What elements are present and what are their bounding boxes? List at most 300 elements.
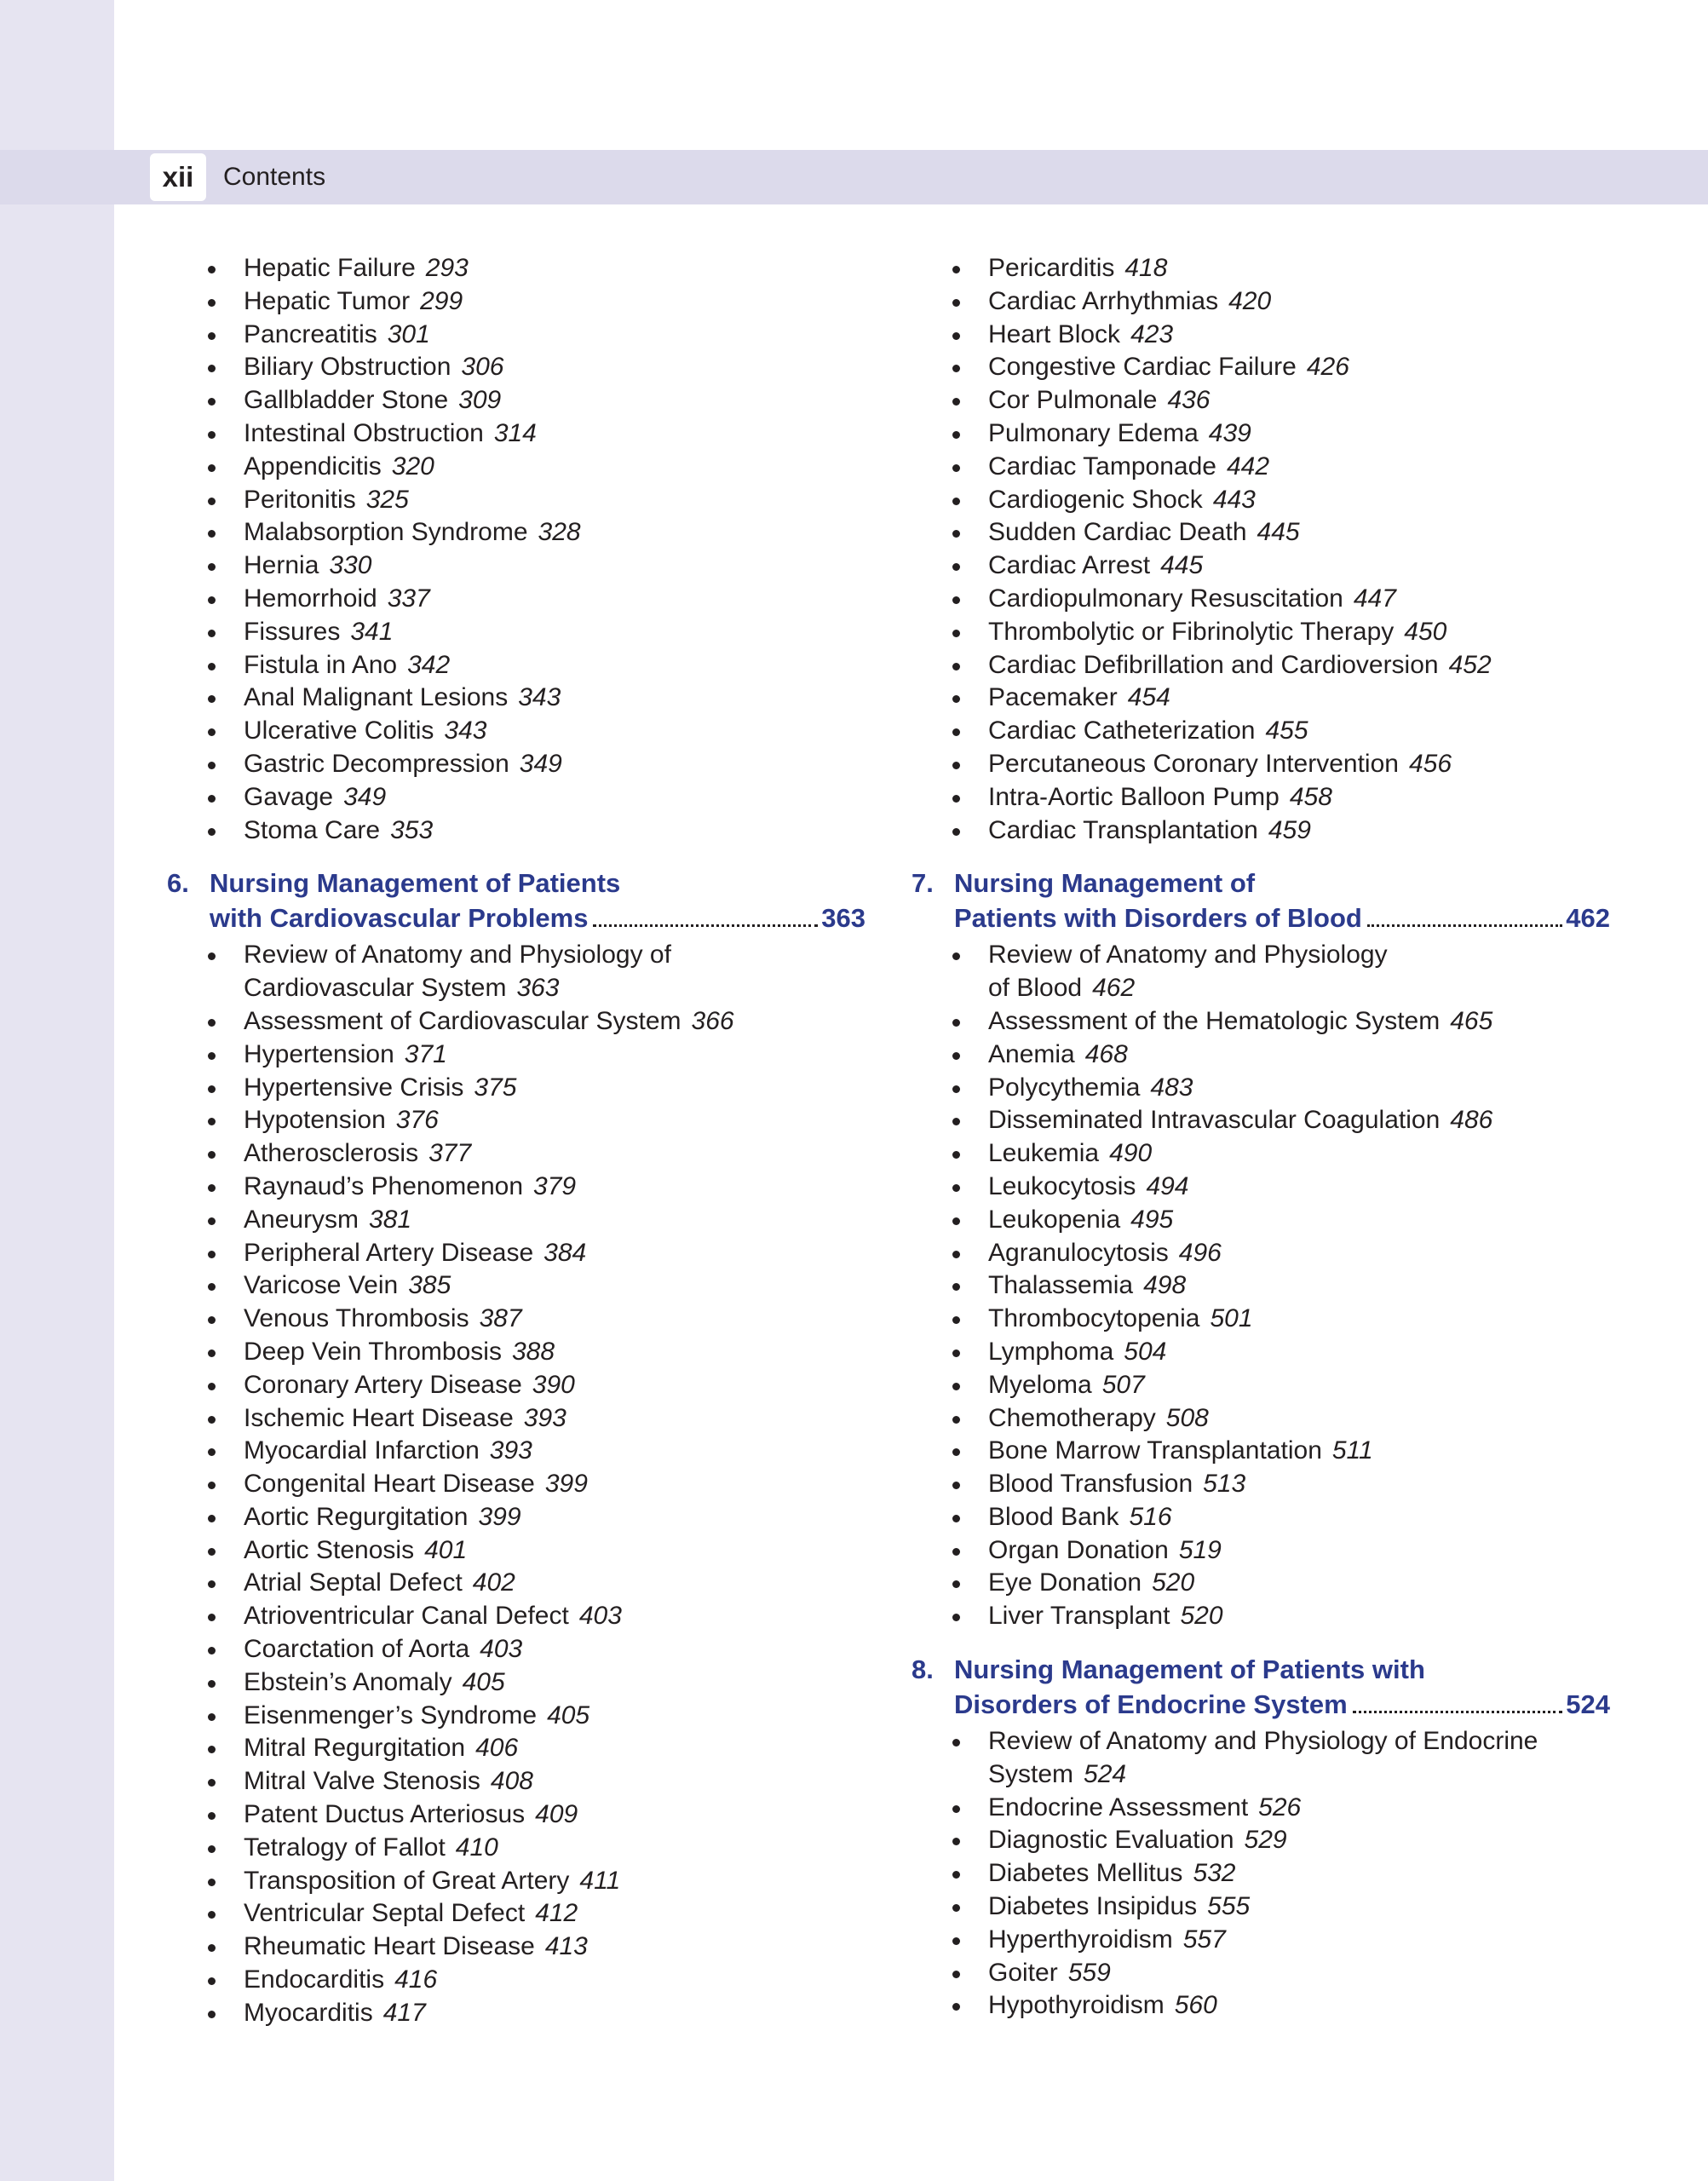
entry-page-number: 445: [1257, 518, 1300, 547]
entry-title: Bone Marrow Transplantation: [988, 1436, 1322, 1465]
toc-entry[interactable]: [167, 1897, 866, 1931]
toc-entry[interactable]: [167, 1171, 866, 1204]
toc-entry[interactable]: [912, 550, 1610, 583]
entry-page-number: 299: [420, 286, 463, 315]
entry-title: Organ Donation: [988, 1535, 1169, 1564]
entry-title: Pancreatitis: [244, 319, 377, 348]
chapter-6-heading[interactable]: [167, 866, 866, 935]
entry-title: Review of Anatomy and Physiology of: [244, 941, 671, 970]
entry-title: Appendicitis: [244, 452, 382, 481]
entry-page-number: 399: [544, 1470, 588, 1499]
toc-entry[interactable]: [912, 616, 1610, 649]
toc-entry[interactable]: [912, 1534, 1610, 1568]
toc-entry[interactable]: [167, 1798, 866, 1832]
chapter-title-line1: Nursing Management of Patients with: [954, 1654, 1425, 1685]
entry-title: Mitral Valve Stenosis: [244, 1767, 480, 1796]
toc-entry[interactable]: [167, 1567, 866, 1600]
entry-title: Cardiac Arrest: [988, 551, 1151, 580]
entry-title: Anal Malignant Lesions: [244, 683, 509, 712]
entry-title: Gallbladder Stone: [244, 386, 449, 415]
entry-title: Raynaud’s Phenomenon: [244, 1171, 524, 1200]
entry-title: Congestive Cardiac Failure: [988, 353, 1297, 382]
entry-page-number: 420: [1228, 286, 1272, 315]
entry-page-number: 526: [1258, 1793, 1302, 1821]
entry-page-number: 309: [458, 386, 502, 415]
entry-title: Patent Ductus Arteriosus: [244, 1800, 526, 1829]
toc-entry[interactable]: [167, 1269, 866, 1303]
entry-title: Hemorrhoid: [244, 584, 377, 613]
entry-page-number: 520: [1180, 1602, 1223, 1631]
entry-page-number: 504: [1124, 1337, 1167, 1366]
toc-entry[interactable]: [167, 1600, 866, 1633]
chapter-number: 8.: [912, 1654, 934, 1685]
entry-page-number: 412: [535, 1899, 578, 1928]
entry-page-number: 462: [1092, 974, 1136, 1003]
toc-entry[interactable]: [912, 1890, 1610, 1924]
chapter-8-heading[interactable]: [912, 1652, 1610, 1722]
entry-title: Thrombocytopenia: [988, 1304, 1200, 1333]
toc-entry[interactable]: [912, 516, 1610, 550]
toc-entry[interactable]: [167, 1700, 866, 1733]
toc-entry[interactable]: [167, 649, 866, 682]
entry-page-number: 516: [1129, 1502, 1172, 1531]
chapter-title-line1: Nursing Management of Patients: [210, 868, 621, 899]
entry-page-number: 456: [1408, 749, 1452, 778]
entry-title: Ventricular Septal Defect: [244, 1899, 526, 1928]
entry-page-number: 455: [1265, 716, 1308, 745]
entry-title: Ischemic Heart Disease: [244, 1403, 514, 1432]
entry-page-number: 494: [1146, 1171, 1189, 1200]
entry-title: Blood Bank: [988, 1502, 1119, 1531]
entry-title: Leukocytosis: [988, 1171, 1136, 1200]
entry-title: Stoma Care: [244, 815, 381, 844]
toc-entry[interactable]: [167, 252, 866, 285]
toc-entry[interactable]: [167, 1931, 866, 1964]
entry-page-number: 498: [1143, 1271, 1187, 1300]
toc-entry[interactable]: [167, 939, 866, 1005]
entry-page-number: 401: [424, 1535, 468, 1564]
entry-title: Pericarditis: [988, 254, 1115, 282]
entry-title: Cardiac Catheterization: [988, 716, 1256, 745]
entry-page-number: 490: [1109, 1139, 1153, 1168]
entry-page-number: 507: [1101, 1370, 1145, 1399]
entry-page-number: 376: [395, 1106, 439, 1135]
entry-page-number: 328: [538, 518, 581, 547]
entry-title: Intestinal Obstruction: [244, 418, 484, 447]
entry-title: Hypertensive Crisis: [244, 1073, 464, 1102]
toc-entry[interactable]: [167, 484, 866, 517]
entry-page-number: 342: [407, 650, 451, 679]
toc-entry[interactable]: [912, 1792, 1610, 1825]
toc-entry[interactable]: [167, 1832, 866, 1865]
toc-entry[interactable]: [167, 1072, 866, 1105]
entry-title: Hepatic Failure: [244, 254, 416, 282]
entry-title: Fistula in Ano: [244, 650, 398, 679]
right-column: [912, 252, 1610, 2023]
entry-title: Coarctation of Aorta: [244, 1635, 470, 1664]
entry-page-number: 436: [1167, 386, 1211, 415]
entry-title: Atrial Septal Defect: [244, 1568, 463, 1597]
entry-title: Thrombolytic or Fibrinolytic Therapy: [988, 617, 1395, 646]
entry-title: Thalassemia: [988, 1271, 1134, 1300]
entry-page-number: 377: [428, 1139, 472, 1168]
toc-entry[interactable]: [167, 1005, 866, 1039]
toc-entry[interactable]: [167, 1468, 866, 1501]
toc-entry[interactable]: [167, 715, 866, 748]
side-margin-strip: [0, 0, 114, 2181]
toc-entry[interactable]: [167, 748, 866, 781]
toc-entry[interactable]: [167, 1501, 866, 1534]
toc-entry[interactable]: [912, 1402, 1610, 1436]
entry-title: Aortic Stenosis: [244, 1535, 415, 1564]
entry-title: Hypothyroidism: [988, 1991, 1165, 2020]
toc-entry[interactable]: [912, 1824, 1610, 1857]
entry-page-number: 465: [1450, 1006, 1493, 1035]
entry-page-number: 532: [1193, 1859, 1236, 1888]
entry-title: Cardiac Transplantation: [988, 815, 1258, 844]
toc-entry[interactable]: [912, 1435, 1610, 1468]
page-number: xii: [150, 153, 206, 201]
entry-title: Hernia: [244, 551, 319, 580]
toc-entry[interactable]: [167, 1964, 866, 1997]
toc-entry[interactable]: [167, 1369, 866, 1402]
entry-title: Chemotherapy: [988, 1403, 1156, 1432]
toc-entry[interactable]: [167, 682, 866, 715]
entry-title: Biliary Obstruction: [244, 353, 451, 382]
chapter-title-line2: with Cardiovascular Problems: [210, 903, 589, 934]
toc-entry[interactable]: [912, 1171, 1610, 1204]
entry-page-number: 330: [329, 551, 372, 580]
toc-entry[interactable]: [912, 1369, 1610, 1402]
entry-title: Hyperthyroidism: [988, 1925, 1173, 1954]
entry-title: Cor Pulmonale: [988, 386, 1158, 415]
chapter-8-list: [912, 1725, 1610, 2023]
entry-title: Gastric Decompression: [244, 749, 509, 778]
entry-page-number: 513: [1203, 1470, 1246, 1499]
entry-page-number: 413: [544, 1932, 588, 1961]
entry-page-number: 403: [578, 1602, 622, 1631]
toc-entry[interactable]: [167, 583, 866, 616]
entry-page-number: 483: [1150, 1073, 1193, 1102]
toc-entry[interactable]: [912, 781, 1610, 814]
entry-page-number: 406: [475, 1734, 519, 1763]
entry-title: Heart Block: [988, 319, 1121, 348]
toc-entry[interactable]: [912, 252, 1610, 285]
entry-title: Hypertension: [244, 1039, 394, 1068]
toc-entry[interactable]: [912, 1989, 1610, 2023]
toc-entry[interactable]: [167, 1104, 866, 1137]
entry-title: Peritonitis: [244, 485, 356, 514]
toc-entry[interactable]: [167, 1402, 866, 1436]
entry-page-number: 410: [455, 1833, 498, 1862]
chapter-title-line1: Nursing Management of: [954, 868, 1256, 899]
toc-entry[interactable]: [912, 1924, 1610, 1957]
entry-page-number: 293: [425, 254, 469, 282]
entry-title: Disseminated Intravascular Coagulation: [988, 1106, 1441, 1135]
toc-entry[interactable]: [167, 319, 866, 352]
entry-page-number: 314: [493, 418, 537, 447]
entry-title: Agranulocytosis: [988, 1238, 1169, 1267]
toc-entry[interactable]: [167, 814, 866, 848]
toc-entry[interactable]: [912, 682, 1610, 715]
toc-entry[interactable]: [167, 285, 866, 319]
toc-entry[interactable]: [912, 1303, 1610, 1336]
entry-title: Pacemaker: [988, 683, 1118, 712]
entry-title: Transposition of Great Artery: [244, 1866, 570, 1895]
toc-entry[interactable]: [912, 1725, 1610, 1792]
toc-entry[interactable]: [167, 1765, 866, 1798]
toc-entry[interactable]: [167, 1137, 866, 1171]
entry-title: Venous Thrombosis: [244, 1304, 469, 1333]
entry-page-number: 405: [462, 1667, 505, 1696]
toc-entry[interactable]: [912, 451, 1610, 484]
dot-leader: [1367, 924, 1562, 927]
right-top-list: [912, 252, 1610, 847]
toc-entry[interactable]: [167, 1237, 866, 1270]
entry-page-number: 426: [1306, 353, 1349, 382]
entry-title: Polycythemia: [988, 1073, 1141, 1102]
chapter-page-number: 363: [821, 903, 866, 934]
running-head: Contents: [223, 163, 326, 191]
toc-entry[interactable]: [912, 1005, 1610, 1039]
entry-page-number: 306: [461, 353, 504, 382]
entry-title: Varicose Vein: [244, 1271, 399, 1300]
entry-page-number: 301: [387, 319, 430, 348]
entry-title: Cardiac Arrhythmias: [988, 286, 1219, 315]
entry-page-number: 411: [579, 1866, 621, 1895]
toc-entry[interactable]: [912, 1137, 1610, 1171]
toc-entry[interactable]: [167, 1204, 866, 1237]
entry-page-number: 418: [1124, 254, 1168, 282]
entry-title: Cardiac Defibrillation and Cardioversion: [988, 650, 1439, 679]
entry-page-number: 349: [519, 749, 562, 778]
entry-title: Atherosclerosis: [244, 1139, 419, 1168]
toc-entry[interactable]: [167, 1435, 866, 1468]
toc-entry[interactable]: [912, 1336, 1610, 1369]
entry-page-number: 416: [394, 1965, 438, 1994]
toc-entry[interactable]: [167, 1997, 866, 2030]
entry-page-number: 385: [408, 1271, 451, 1300]
toc-entry[interactable]: [912, 583, 1610, 616]
entry-page-number: 486: [1450, 1106, 1493, 1135]
toc-entry[interactable]: [912, 1039, 1610, 1072]
toc-entry[interactable]: [912, 1237, 1610, 1270]
entry-title-continued: of Blood: [988, 974, 1083, 1003]
entry-title: Assessment of the Hematologic System: [988, 1006, 1441, 1035]
toc-entry[interactable]: [912, 1857, 1610, 1890]
entry-title: Endocarditis: [244, 1965, 385, 1994]
entry-page-number: 511: [1331, 1436, 1373, 1465]
entry-page-number: 520: [1152, 1568, 1195, 1597]
entry-title: Myocardial Infarction: [244, 1436, 480, 1465]
toc-entry[interactable]: [167, 1732, 866, 1765]
entry-title: Cardiogenic Shock: [988, 485, 1203, 514]
toc-entry[interactable]: [912, 649, 1610, 682]
entry-page-number: 343: [518, 683, 561, 712]
toc-entry[interactable]: [167, 384, 866, 417]
chapter-number: 6.: [167, 868, 189, 899]
entry-title: Myeloma: [988, 1370, 1092, 1399]
toc-entry[interactable]: [167, 1633, 866, 1666]
entry-title: Diabetes Insipidus: [988, 1892, 1198, 1921]
entry-title: Ebstein’s Anomaly: [244, 1667, 452, 1696]
entry-title: Malabsorption Syndrome: [244, 518, 528, 547]
entry-title: Review of Anatomy and Physiology: [988, 941, 1388, 970]
toc-entry[interactable]: [912, 319, 1610, 352]
toc-entry[interactable]: [912, 1567, 1610, 1600]
entry-page-number: 384: [543, 1238, 587, 1267]
entry-title: Fissures: [244, 617, 341, 646]
entry-page-number: 399: [478, 1502, 521, 1531]
entry-page-number: 381: [369, 1205, 412, 1234]
entry-title: Cardiac Tamponade: [988, 452, 1216, 481]
entry-title: Eye Donation: [988, 1568, 1142, 1597]
toc-entry[interactable]: [167, 781, 866, 814]
entry-title: Rheumatic Heart Disease: [244, 1932, 535, 1961]
toc-entry[interactable]: [912, 384, 1610, 417]
entry-title: Peripheral Artery Disease: [244, 1238, 534, 1267]
chapter-title-line2: Patients with Disorders of Blood: [954, 903, 1362, 934]
entry-title: Aortic Regurgitation: [244, 1502, 469, 1531]
entry-page-number: 454: [1127, 683, 1170, 712]
entry-title: Leukemia: [988, 1139, 1100, 1168]
entry-page-number: 443: [1212, 485, 1256, 514]
entry-page-number: 341: [350, 617, 394, 646]
entry-title: Percutaneous Coronary Intervention: [988, 749, 1399, 778]
entry-page-number: 363: [516, 974, 560, 1003]
entry-title: Goiter: [988, 1958, 1058, 1987]
entry-title-continued: Cardiovascular System: [244, 974, 507, 1003]
entry-page-number: 452: [1448, 650, 1492, 679]
chapter-page-number: 462: [1566, 903, 1610, 934]
toc-entry[interactable]: [912, 1468, 1610, 1501]
entry-title: Deep Vein Thrombosis: [244, 1337, 502, 1366]
entry-page-number: 393: [489, 1436, 532, 1465]
chapter-7-heading[interactable]: [912, 866, 1610, 935]
entry-page-number: 423: [1130, 319, 1174, 348]
toc-entry[interactable]: [912, 285, 1610, 319]
entry-page-number: 379: [533, 1171, 577, 1200]
entry-page-number: 390: [532, 1370, 575, 1399]
entry-page-number: 508: [1165, 1403, 1209, 1432]
toc-entry[interactable]: [912, 1072, 1610, 1105]
entry-title: Pulmonary Edema: [988, 418, 1199, 447]
entry-title: Atrioventricular Canal Defect: [244, 1602, 569, 1631]
toc-entry[interactable]: [912, 1501, 1610, 1534]
entry-page-number: 349: [343, 782, 387, 811]
toc-entry[interactable]: [912, 484, 1610, 517]
toc-entry[interactable]: [167, 351, 866, 384]
entry-page-number: 408: [490, 1767, 533, 1796]
entry-title-continued: System: [988, 1759, 1074, 1788]
entry-page-number: 458: [1289, 782, 1332, 811]
toc-entry[interactable]: [167, 616, 866, 649]
entry-title: Diabetes Mellitus: [988, 1859, 1183, 1888]
toc-entry[interactable]: [912, 351, 1610, 384]
entry-page-number: 409: [535, 1800, 578, 1829]
entry-title: Endocrine Assessment: [988, 1793, 1249, 1821]
entry-title: Anemia: [988, 1039, 1075, 1068]
toc-entry[interactable]: [912, 1104, 1610, 1137]
dot-leader: [1353, 1711, 1563, 1713]
toc-entry[interactable]: [912, 939, 1610, 1005]
entry-title: Gavage: [244, 782, 334, 811]
toc-entry[interactable]: [167, 451, 866, 484]
entry-page-number: 393: [523, 1403, 566, 1432]
entry-page-number: 388: [511, 1337, 555, 1366]
toc-entry[interactable]: [167, 1303, 866, 1336]
entry-title: Coronary Artery Disease: [244, 1370, 522, 1399]
entry-page-number: 371: [404, 1039, 447, 1068]
entry-page-number: 442: [1226, 452, 1270, 481]
entry-title: Hypotension: [244, 1106, 386, 1135]
toc-entry[interactable]: [167, 417, 866, 451]
entry-page-number: 343: [444, 716, 487, 745]
entry-title: Assessment of Cardiovascular System: [244, 1006, 681, 1035]
toc-entry[interactable]: [912, 1204, 1610, 1237]
left-column: [167, 252, 866, 2030]
entry-page-number: 555: [1207, 1892, 1251, 1921]
entry-title: Hepatic Tumor: [244, 286, 411, 315]
entry-page-number: 450: [1404, 617, 1447, 646]
entry-page-number: 387: [479, 1304, 522, 1333]
entry-page-number: 560: [1174, 1991, 1217, 2020]
toc-entry[interactable]: [167, 550, 866, 583]
entry-title: Review of Anatomy and Physiology of Endocrine: [988, 1727, 1538, 1756]
toc-entry[interactable]: [912, 1269, 1610, 1303]
entry-title: Ulcerative Colitis: [244, 716, 434, 745]
entry-title: Myocarditis: [244, 1998, 373, 2027]
entry-page-number: 529: [1244, 1826, 1287, 1855]
toc-entry[interactable]: [167, 1666, 866, 1700]
toc-entry[interactable]: [167, 1865, 866, 1898]
toc-entry[interactable]: [912, 1600, 1610, 1633]
entry-page-number: 524: [1084, 1759, 1127, 1788]
entry-page-number: 405: [547, 1700, 590, 1729]
entry-page-number: 417: [382, 1998, 426, 2027]
entry-page-number: 447: [1353, 584, 1396, 613]
toc-entry[interactable]: [912, 1957, 1610, 1990]
entry-title: Diagnostic Evaluation: [988, 1826, 1234, 1855]
toc-entry[interactable]: [912, 417, 1610, 451]
entry-page-number: 402: [472, 1568, 515, 1597]
toc-entry[interactable]: [167, 1534, 866, 1568]
entry-page-number: 337: [387, 584, 430, 613]
toc-entry[interactable]: [167, 516, 866, 550]
entry-title: Congenital Heart Disease: [244, 1470, 535, 1499]
toc-entry[interactable]: [167, 1039, 866, 1072]
entry-title: Leukopenia: [988, 1205, 1121, 1234]
toc-entry[interactable]: [912, 814, 1610, 848]
left-top-list: [167, 252, 866, 847]
entry-title: Lymphoma: [988, 1337, 1114, 1366]
entry-title: Intra-Aortic Balloon Pump: [988, 782, 1280, 811]
entry-title: Aneurysm: [244, 1205, 359, 1234]
entry-page-number: 403: [480, 1635, 523, 1664]
entry-title: Sudden Cardiac Death: [988, 518, 1247, 547]
toc-entry[interactable]: [912, 748, 1610, 781]
toc-entry[interactable]: [167, 1336, 866, 1369]
entry-page-number: 320: [391, 452, 434, 481]
entry-title: Mitral Regurgitation: [244, 1734, 466, 1763]
chapter-7-list: [912, 939, 1610, 1633]
entry-title: Eisenmenger’s Syndrome: [244, 1700, 538, 1729]
toc-entry[interactable]: [912, 715, 1610, 748]
entry-page-number: 519: [1178, 1535, 1222, 1564]
entry-page-number: 468: [1084, 1039, 1128, 1068]
entry-title: Tetralogy of Fallot: [244, 1833, 446, 1862]
entry-page-number: 445: [1160, 551, 1204, 580]
